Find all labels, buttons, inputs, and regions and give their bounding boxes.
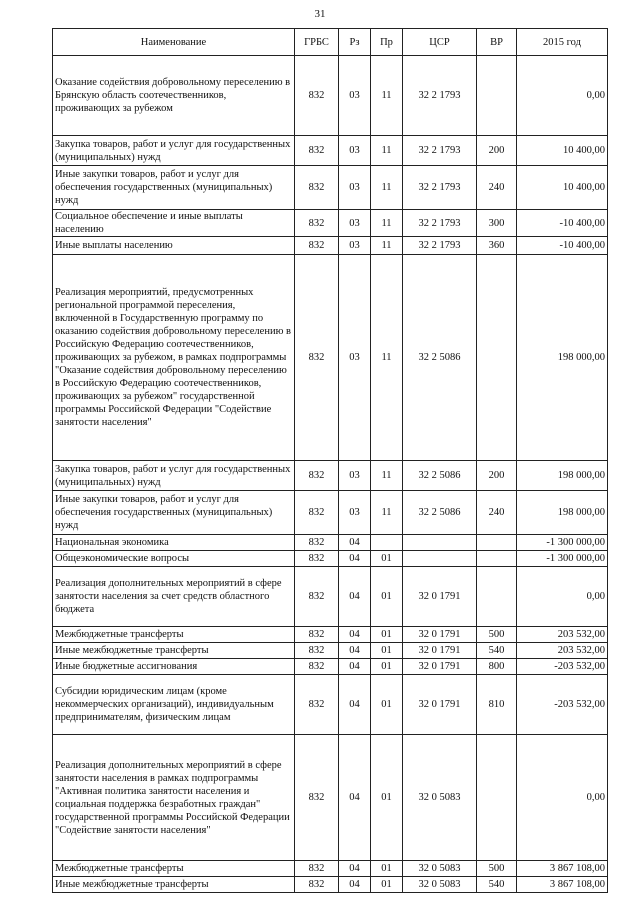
- cell-csr: 32 0 5083: [403, 861, 477, 877]
- column-header-year: 2015 год: [517, 29, 608, 56]
- cell-pr: 01: [371, 659, 403, 675]
- cell-rz: 04: [339, 735, 371, 861]
- cell-grbs: 832: [295, 255, 339, 461]
- cell-pr: 11: [371, 255, 403, 461]
- cell-grbs: 832: [295, 659, 339, 675]
- table-row: [53, 551, 608, 567]
- cell-name: Иные выплаты населению: [53, 237, 295, 255]
- column-header-name: Наименование: [53, 29, 295, 56]
- cell-rz: 04: [339, 567, 371, 627]
- cell-vr: 800: [477, 659, 517, 675]
- table-header-row: [53, 29, 608, 56]
- table-row: [53, 567, 608, 627]
- cell-grbs: 832: [295, 877, 339, 893]
- cell-name: Иные межбюджетные трансферты: [53, 877, 295, 893]
- table-row: [53, 861, 608, 877]
- column-header-pr: Пр: [371, 29, 403, 56]
- table-row: [53, 210, 608, 237]
- cell-pr: 01: [371, 735, 403, 861]
- cell-pr: 01: [371, 643, 403, 659]
- cell-amount: 198 000,00: [517, 491, 608, 535]
- cell-rz: 03: [339, 56, 371, 136]
- cell-grbs: 832: [295, 461, 339, 491]
- table-row: [53, 255, 608, 461]
- cell-grbs: 832: [295, 643, 339, 659]
- cell-csr: 32 2 1793: [403, 210, 477, 237]
- cell-rz: 04: [339, 627, 371, 643]
- column-header-grbs: ГРБС: [295, 29, 339, 56]
- cell-csr: 32 0 1791: [403, 659, 477, 675]
- cell-name: Реализация дополнительных мероприятий в сфере занятости населения за счет средств областного бюджета: [53, 567, 295, 627]
- table-row: [53, 56, 608, 136]
- table-row: [53, 166, 608, 210]
- table-row: [53, 136, 608, 166]
- cell-name: Закупка товаров, работ и услуг для государственных (муниципальных) нужд: [53, 461, 295, 491]
- table-row: [53, 461, 608, 491]
- cell-rz: 03: [339, 491, 371, 535]
- cell-vr: 240: [477, 491, 517, 535]
- cell-amount: 203 532,00: [517, 627, 608, 643]
- cell-name: Субсидии юридическим лицам (кроме некоммерческих организаций), индивидуальным предпринимателям, физическим лицам: [53, 675, 295, 735]
- cell-vr: 500: [477, 861, 517, 877]
- cell-pr: 01: [371, 861, 403, 877]
- cell-grbs: 832: [295, 237, 339, 255]
- column-header-vr: ВР: [477, 29, 517, 56]
- cell-pr: 11: [371, 136, 403, 166]
- cell-csr: 32 2 5086: [403, 255, 477, 461]
- cell-grbs: 832: [295, 166, 339, 210]
- cell-vr: 540: [477, 643, 517, 659]
- cell-grbs: 832: [295, 675, 339, 735]
- cell-csr: 32 2 1793: [403, 136, 477, 166]
- cell-name: Иные бюджетные ассигнования: [53, 659, 295, 675]
- cell-pr: 11: [371, 210, 403, 237]
- table-body: [53, 56, 608, 893]
- cell-rz: 04: [339, 643, 371, 659]
- cell-csr: 32 0 1791: [403, 643, 477, 659]
- cell-csr: 32 2 5086: [403, 461, 477, 491]
- cell-rz: 04: [339, 659, 371, 675]
- cell-name: Межбюджетные трансферты: [53, 861, 295, 877]
- cell-grbs: 832: [295, 210, 339, 237]
- cell-pr: 01: [371, 877, 403, 893]
- cell-rz: 03: [339, 255, 371, 461]
- cell-csr: 32 0 1791: [403, 675, 477, 735]
- cell-vr: [477, 735, 517, 861]
- cell-vr: [477, 56, 517, 136]
- cell-amount: -1 300 000,00: [517, 551, 608, 567]
- cell-csr: 32 2 1793: [403, 237, 477, 255]
- cell-name: Закупка товаров, работ и услуг для государственных (муниципальных) нужд: [53, 136, 295, 166]
- cell-pr: 11: [371, 237, 403, 255]
- table-row: [53, 643, 608, 659]
- cell-grbs: 832: [295, 861, 339, 877]
- cell-vr: 200: [477, 136, 517, 166]
- cell-grbs: 832: [295, 627, 339, 643]
- cell-pr: 11: [371, 56, 403, 136]
- table-row: [53, 491, 608, 535]
- cell-pr: 11: [371, 491, 403, 535]
- cell-rz: 03: [339, 237, 371, 255]
- cell-amount: -10 400,00: [517, 210, 608, 237]
- cell-vr: 540: [477, 877, 517, 893]
- cell-csr: 32 0 5083: [403, 877, 477, 893]
- cell-pr: 11: [371, 166, 403, 210]
- cell-amount: 198 000,00: [517, 255, 608, 461]
- cell-amount: 203 532,00: [517, 643, 608, 659]
- cell-amount: 0,00: [517, 567, 608, 627]
- table-row: [53, 237, 608, 255]
- cell-amount: 3 867 108,00: [517, 877, 608, 893]
- cell-name: Социальное обеспечение и иные выплаты населению: [53, 210, 295, 237]
- cell-grbs: 832: [295, 535, 339, 551]
- cell-rz: 04: [339, 861, 371, 877]
- cell-csr: 32 2 1793: [403, 56, 477, 136]
- cell-name: Оказание содействия добровольному переселению в Брянскую область соотечественников, проживающих за рубежом: [53, 56, 295, 136]
- cell-name: Иные межбюджетные трансферты: [53, 643, 295, 659]
- table-row: [53, 735, 608, 861]
- cell-pr: 01: [371, 567, 403, 627]
- cell-amount: 0,00: [517, 56, 608, 136]
- cell-vr: [477, 551, 517, 567]
- cell-pr: 11: [371, 461, 403, 491]
- cell-rz: 03: [339, 461, 371, 491]
- table-row: [53, 535, 608, 551]
- cell-name: Иные закупки товаров, работ и услуг для обеспечения государственных (муниципальных) нужд: [53, 166, 295, 210]
- cell-name: Общеэкономические вопросы: [53, 551, 295, 567]
- budget-table: [52, 28, 608, 893]
- cell-rz: 03: [339, 210, 371, 237]
- cell-name: Иные закупки товаров, работ и услуг для обеспечения государственных (муниципальных) нужд: [53, 491, 295, 535]
- cell-pr: 01: [371, 551, 403, 567]
- cell-csr: 32 0 1791: [403, 567, 477, 627]
- cell-name: Национальная экономика: [53, 535, 295, 551]
- cell-vr: 500: [477, 627, 517, 643]
- cell-grbs: 832: [295, 491, 339, 535]
- cell-grbs: 832: [295, 735, 339, 861]
- page-number: 31: [314, 8, 326, 20]
- cell-grbs: 832: [295, 567, 339, 627]
- cell-vr: 200: [477, 461, 517, 491]
- cell-csr: 32 0 5083: [403, 735, 477, 861]
- cell-grbs: 832: [295, 136, 339, 166]
- cell-rz: 03: [339, 136, 371, 166]
- cell-amount: -203 532,00: [517, 675, 608, 735]
- cell-pr: 01: [371, 627, 403, 643]
- cell-grbs: 832: [295, 551, 339, 567]
- cell-rz: 04: [339, 551, 371, 567]
- table-row: [53, 627, 608, 643]
- cell-vr: 240: [477, 166, 517, 210]
- cell-amount: -10 400,00: [517, 237, 608, 255]
- cell-rz: 04: [339, 675, 371, 735]
- column-header-csr: ЦСР: [403, 29, 477, 56]
- table-row: [53, 675, 608, 735]
- cell-amount: 0,00: [517, 735, 608, 861]
- cell-vr: 300: [477, 210, 517, 237]
- cell-name: Реализация мероприятий, предусмотренных региональной программой переселения, включенной в Государственную программу по оказанию содействия добровольному переселению в Российскую Федерацию соотечественников, проживающих за рубежом, в рамках подпрограммы "Оказание содействия добровольному переселению в Российскую Федерацию соотечественников, проживающих за рубежом" государственной программы Российской Федерации "Содействие занятости населения": [53, 255, 295, 461]
- cell-amount: 198 000,00: [517, 461, 608, 491]
- cell-vr: [477, 255, 517, 461]
- cell-name: Межбюджетные трансферты: [53, 627, 295, 643]
- cell-pr: [371, 535, 403, 551]
- cell-name: Реализация дополнительных мероприятий в сфере занятости населения в рамках подпрограммы "Активная политика занятости населения и социальная поддержка безработных граждан" государственной программы Российской Федерации "Содействие занятости населения": [53, 735, 295, 861]
- cell-amount: 10 400,00: [517, 136, 608, 166]
- column-header-rz: Рз: [339, 29, 371, 56]
- cell-vr: [477, 535, 517, 551]
- cell-vr: [477, 567, 517, 627]
- table-row: [53, 659, 608, 675]
- cell-rz: 04: [339, 535, 371, 551]
- cell-pr: 01: [371, 675, 403, 735]
- cell-amount: -1 300 000,00: [517, 535, 608, 551]
- cell-vr: 810: [477, 675, 517, 735]
- table-row: [53, 877, 608, 893]
- cell-csr: [403, 535, 477, 551]
- cell-amount: -203 532,00: [517, 659, 608, 675]
- cell-rz: 03: [339, 166, 371, 210]
- cell-csr: [403, 551, 477, 567]
- cell-vr: 360: [477, 237, 517, 255]
- cell-amount: 3 867 108,00: [517, 861, 608, 877]
- cell-csr: 32 2 1793: [403, 166, 477, 210]
- cell-csr: 32 0 1791: [403, 627, 477, 643]
- cell-rz: 04: [339, 877, 371, 893]
- cell-csr: 32 2 5086: [403, 491, 477, 535]
- cell-grbs: 832: [295, 56, 339, 136]
- cell-amount: 10 400,00: [517, 166, 608, 210]
